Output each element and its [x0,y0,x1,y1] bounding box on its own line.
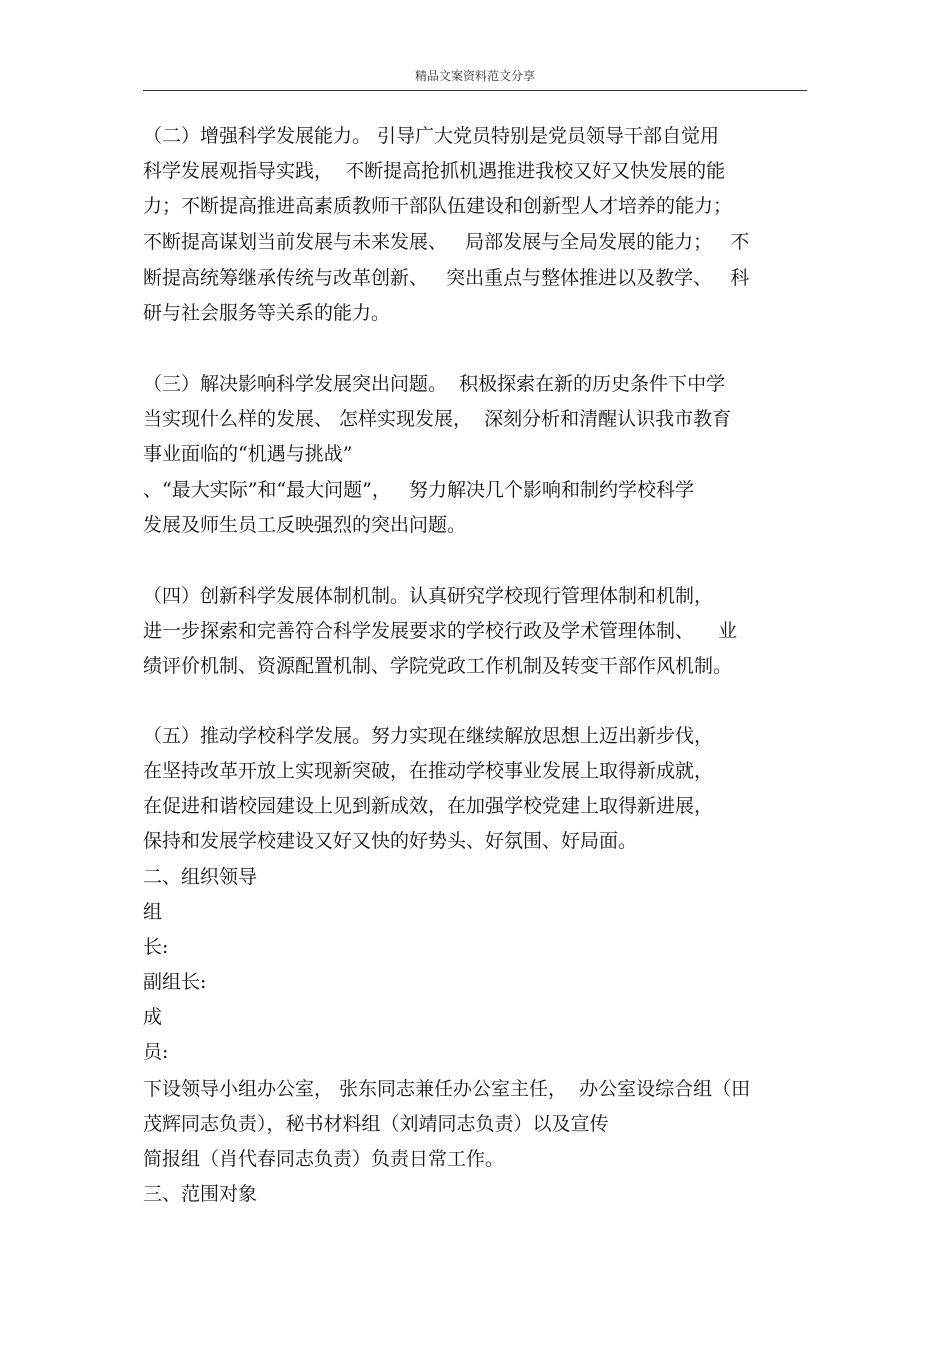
paragraph-line: 员: [143,1041,169,1063]
paragraph-line: 当实现什么样的发展、 怎样实现发展， 深刻分析和清醒认识我市教育 [143,408,732,430]
paragraph-line: 茂辉同志负责），秘书材料组（刘靖同志负责）以及宣传 [143,1113,609,1135]
paragraph-line: 研与社会服务等关系的能力。 [143,302,391,324]
header-title: 精品文案资料范文分享 [414,69,535,83]
paragraph-line: 力；不断提高推进高素质教师干部队伍建设和创新型人才培养的能力； [143,195,733,217]
paragraph-line: 在促进和谐校园建设上见到新成效，在加强学校党建上取得新进展， [143,795,714,817]
paragraph-line: （四）创新科学发展体制机制。认真研究学校现行管理体制和机制， [143,585,714,607]
paragraph-line: （三）解决影响科学发展突出问题。 积极探索在新的历史条件下中学 [143,373,726,395]
paragraph-line: 保持和发展学校建设又好又快的好势头、好氛围、好局面。 [143,830,638,852]
paragraph-line: 、“最大实际”和“最大问题”， 努力解决几个影响和制约学校科学 [143,479,694,501]
paragraph-line: 断提高统筹继承传统与改革创新、 突出重点与整体推进以及教学、 科 [143,267,750,289]
paragraph-line: 科学发展观指导实践， 不断提高抢抓机遇推进我校又好又快发展的能 [143,160,726,182]
paragraph-line: 长: [143,936,169,958]
paragraph-line: 下设领导小组办公室， 张东同志兼任办公室主任， 办公室设综合组（田 [143,1078,751,1100]
paragraph-line: 成 [143,1006,163,1028]
page-header [143,62,807,91]
paragraph-line: 组 [143,901,163,923]
paragraph-line: 进一步探索和完善符合科学发展要求的学校行政及学术管理体制、 业 [143,620,738,642]
paragraph-line: 不断提高谋划当前发展与未来发展、 局部发展与全局发展的能力； 不 [143,231,750,253]
paragraph-line: 绩评价机制、资源配置机制、学院党政工作机制及转变干部作风机制。 [143,655,733,677]
paragraph-line: 简报组（肖代春同志负责）负责日常工作。 [143,1148,505,1170]
paragraph-line: 副组长: [143,971,207,993]
paragraph-line: （二）增强科学发展能力。 引导广大党员特别是党员领导干部自觉用 [143,125,720,147]
paragraph-line: 在坚持改革开放上实现新突破，在推动学校事业发展上取得新成就， [143,760,714,782]
paragraph-line: 事业面临的“机遇与挑战” [143,443,353,465]
paragraph-line: （五）推动学校科学发展。努力实现在继续解放思想上迈出新步伐， [143,725,714,747]
paragraph-line: 发展及师生员工反映强烈的突出问题。 [143,514,467,536]
section-heading: 二、组织领导 [143,866,258,888]
section-heading: 三、范围对象 [143,1183,258,1205]
